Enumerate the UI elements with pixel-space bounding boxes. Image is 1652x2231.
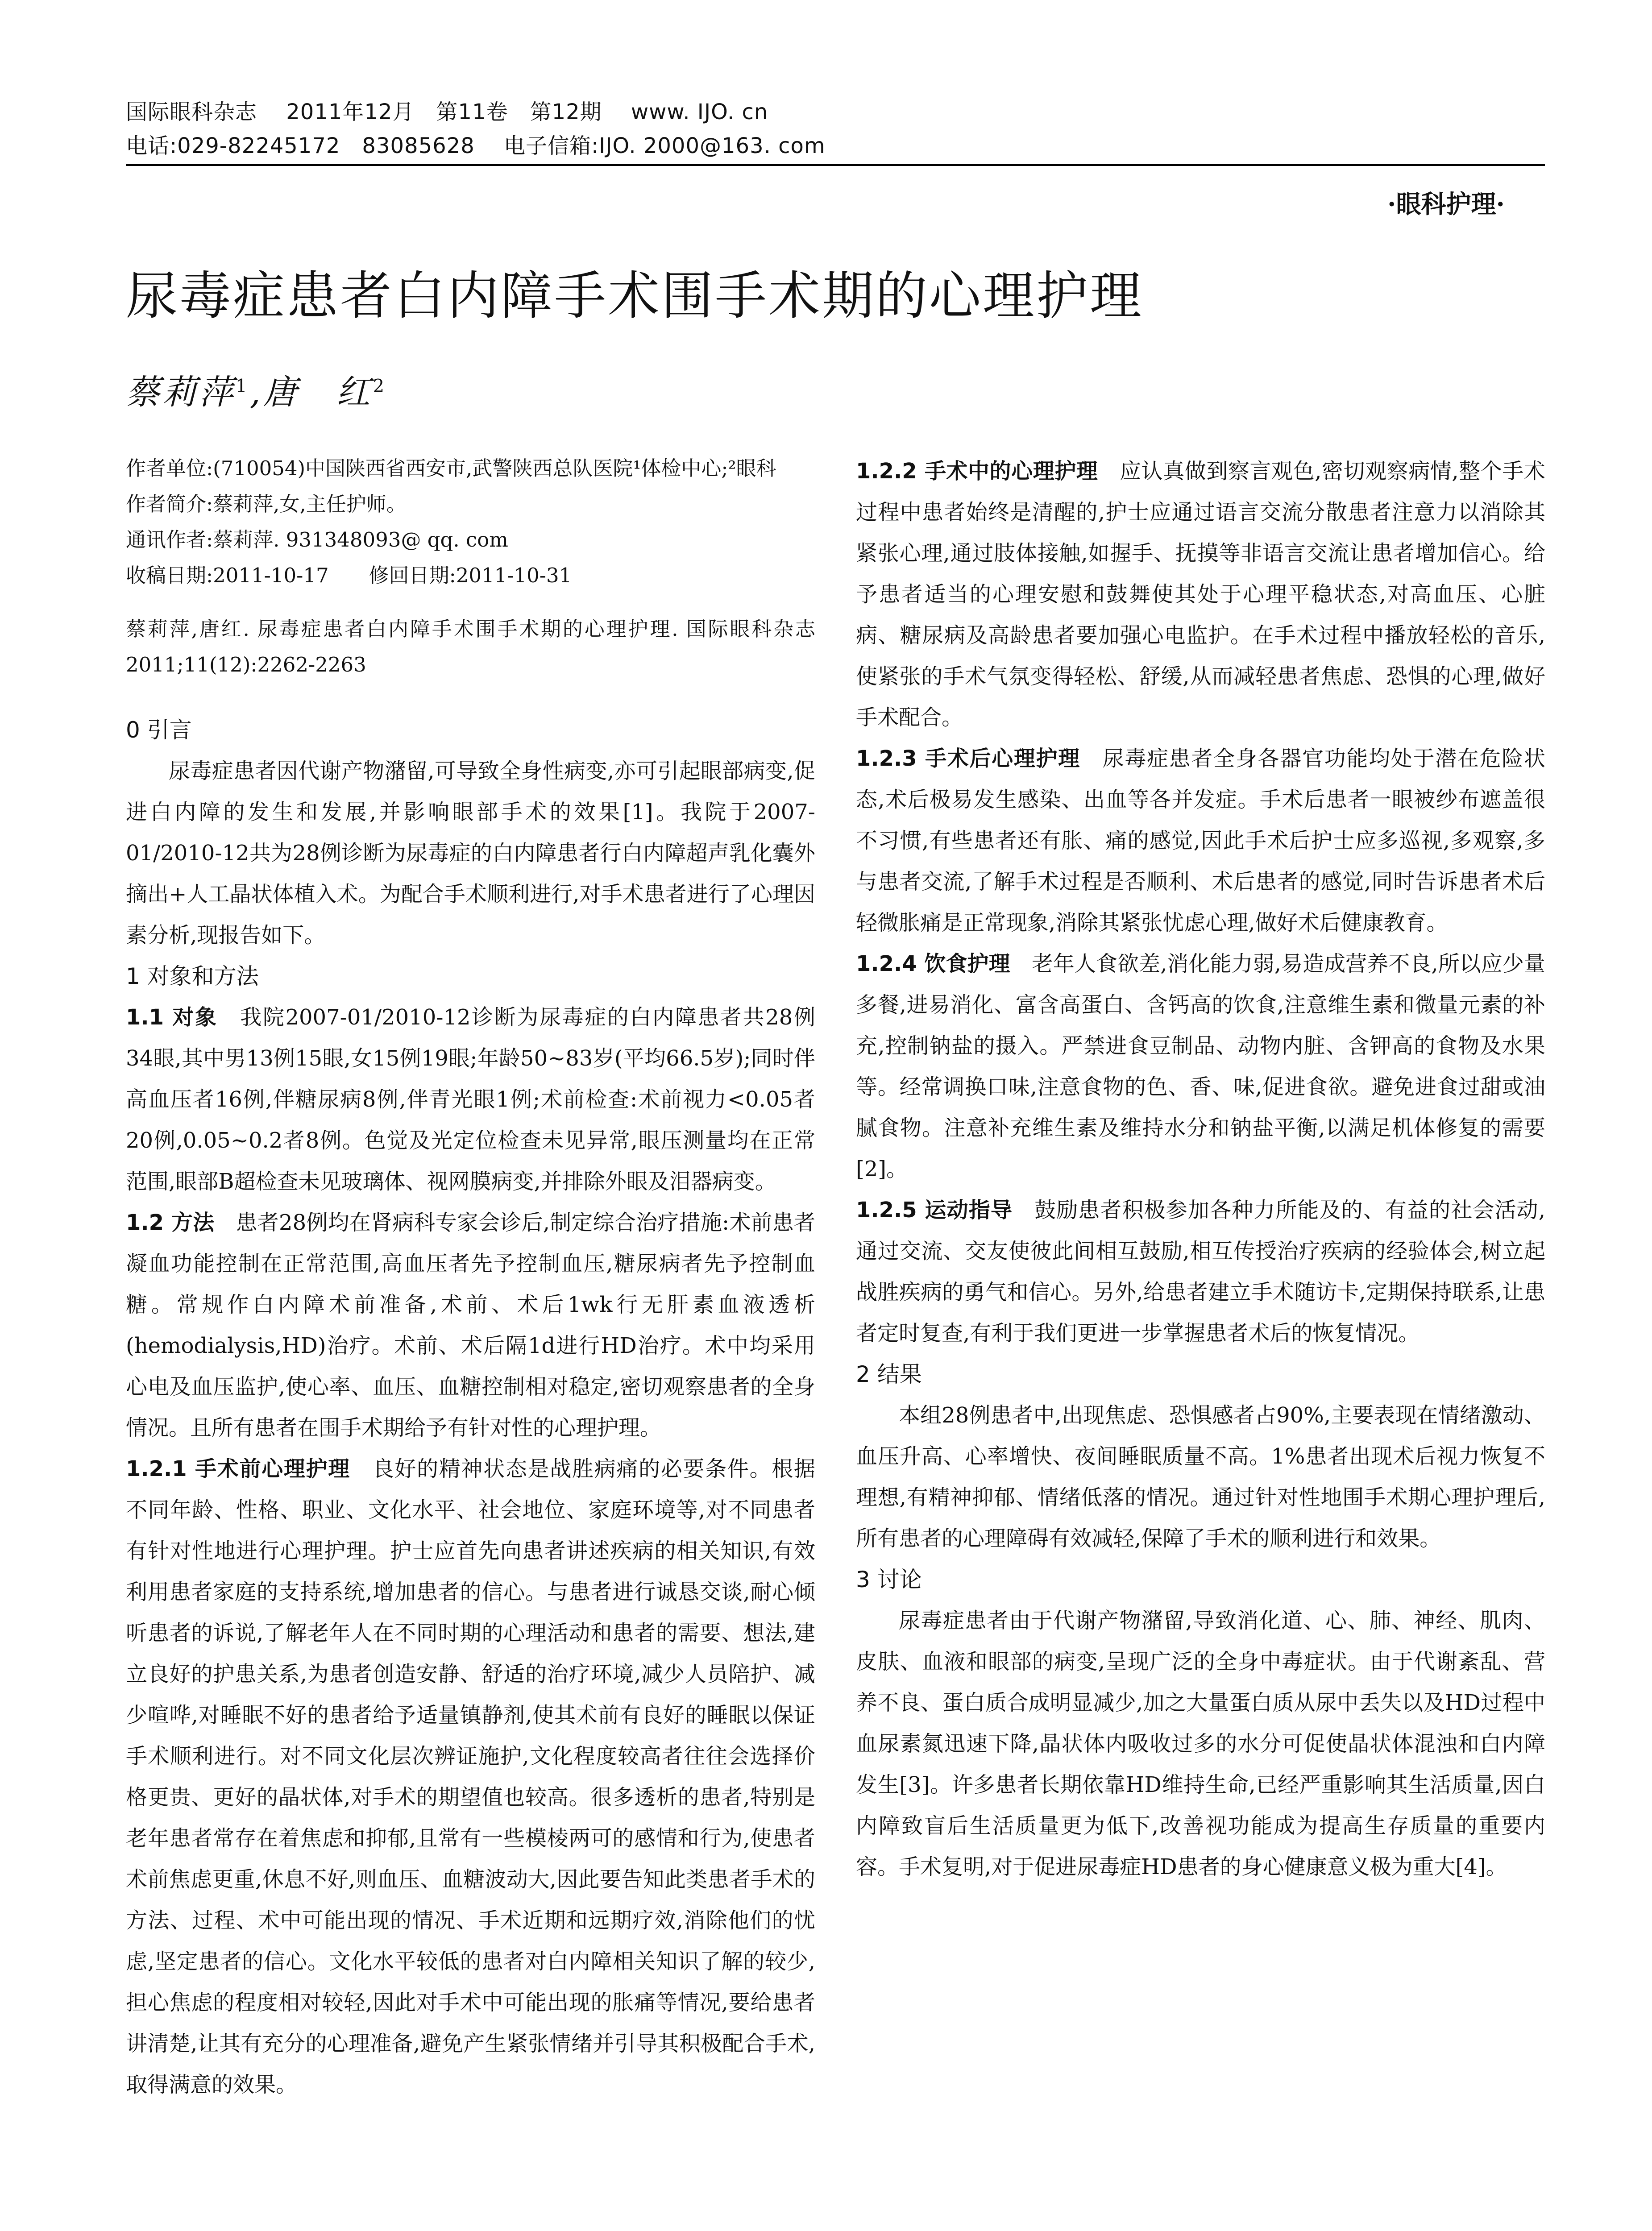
citation: 蔡莉萍,唐红. 尿毒症患者白内障手术围手术期的心理护理. 国际眼科杂志 2011;11(12):2262-2263 xyxy=(126,617,815,676)
paragraph-1-2-4: 1.2.4 饮食护理 老年人食欲差,消化能力弱,易造成营养不良,所以应少量多餐,进易消化、富含高蛋白、含钙高的饮食,注意维生素和微量元素的补充,控制钠盐的摄入。严禁进食豆制品、动物内脏、含钾高的食物及水果等。经常调换口味,注意食物的色、香、味,促进食欲。避免进食过甜或油腻食物。注意补充维生素及维持水分和钠盐平衡,以满足机体修复的需要[2]。 xyxy=(856,951,1545,1182)
author-2-affil: 2 xyxy=(373,376,387,397)
paragraph-1-2: 1.2 方法 患者28例均在肾病科专家会诊后,制定综合治疗措施:术前患者凝血功能控制在正常范围,高血压者先予控制血压,糖尿病者先予控制血糖。常规作白内障术前准备,术前、术后1wk行无肝素血液透析(hemodialysis,HD)治疗。术前、术后隔1d进行HD治疗。术中均采用心电及血压监护,使心率、血压、血糖控制相对稳定,密切观察患者的全身情况。且所有患者在围手术期给予有针对性的心理护理。 xyxy=(126,1210,815,1440)
author-1-affil: 1 xyxy=(236,376,250,397)
discussion-paragraph: 尿毒症患者由于代谢产物潴留,导致消化道、心、肺、神经、肌肉、皮肤、血液和眼部的病变,呈现广泛的全身中毒症状。由于代谢紊乱、营养不良、蛋白质合成明显减少,加之大量蛋白质从尿中丢失以及HD过程中血尿素氮迅速下降,晶状体内吸收过多的水分可促使晶状体混浊和白内障发生[3]。许多患者长期依靠HD维持生命,已经严重影响其生活质量,因白内障致盲后生活质量更为低下,改善视功能成为提高生存质量的重要内容。手术复明,对于促进尿毒症HD患者的身心健康意义极为重大[4]。 xyxy=(856,1608,1545,1879)
right-column xyxy=(856,451,1545,1887)
section-heading-3: 3 讨论 xyxy=(856,1567,922,1592)
header-rule xyxy=(126,164,1545,166)
paragraph-1-2-3: 1.2.3 手术后心理护理 尿毒症患者全身各器官功能均处于潜在危险状态,术后极易发生感染、出血等各并发症。手术后患者一眼被纱布遮盖很不习惯,有些患者还有胀、痛的感觉,因此手术后护士应多巡视,多观察,多与患者交流,了解手术过程是否顺利、术后患者的感觉,同时告诉患者术后轻微胀痛是正常现象,消除其紧张忧虑心理,做好术后健康教育。 xyxy=(856,746,1545,935)
subheading-1-2-5: 1.2.5 运动指导 xyxy=(856,1198,1013,1223)
paragraph-1-2-5: 1.2.5 运动指导 鼓励患者积极参加各种力所能及的、有益的社会活动,通过交流、交友使彼此间相互鼓励,相互传授治疗疾病的经验体会,树立起战胜疾病的勇气和信心。另外,给患者建立手术随访卡,定期保持联系,让患者定时复查,有利于我们更进一步掌握患者术后的恢复情况。 xyxy=(856,1198,1545,1346)
subheading-1-2-3: 1.2.3 手术后心理护理 xyxy=(856,746,1080,771)
subheading-1-2-2: 1.2.2 手术中的心理护理 xyxy=(856,459,1098,484)
left-column xyxy=(126,451,815,2105)
journal-contact: 电话:029-82245172 83085628 电子信箱:IJO. 2000@163. com xyxy=(126,133,826,158)
affiliation: 作者单位:(710054)中国陕西省西安市,武警陕西总队医院¹体检中心;²眼科 xyxy=(126,456,776,480)
paragraph-1-2-2: 1.2.2 手术中的心理护理 应认真做到察言观色,密切观察病情,整个手术过程中患者始终是清醒的,护士应通过语言交流分散患者注意力以消除其紧张心理,通过肢体接触,如握手、抚摸等非语言交流让患者增加信心。给予患者适当的心理安慰和鼓舞使其处于心理平稳状态,对高血压、心脏病、糖尿病及高龄患者要加强心电监护。在手术过程中播放轻松的音乐,使紧张的手术气氛变得轻松、舒缓,从而减轻患者焦虑、恐惧的心理,做好手术配合。 xyxy=(856,459,1545,730)
author-2: ,唐 红 xyxy=(249,372,373,412)
dates: 收稿日期:2011-10-17 修回日期:2011-10-31 xyxy=(126,564,572,587)
intro-paragraph: 尿毒症患者因代谢产物潴留,可导致全身性病变,亦可引起眼部病变,促进白内障的发生和发展,并影响眼部手术的效果[1]。我院于2007-01/2010-12共为28例诊断为尿毒症的白内障患者行白内障超声乳化囊外摘出+人工晶状体植入术。为配合手术顺利进行,对手术患者进行了心理因素分析,现报告如下。 xyxy=(126,759,815,948)
authors xyxy=(126,365,387,414)
section-heading-2: 2 结果 xyxy=(856,1361,922,1387)
section-heading-0: 0 引言 xyxy=(126,717,192,743)
section-heading-1: 1 对象和方法 xyxy=(126,963,259,989)
author-bio: 作者简介:蔡莉萍,女,主任护师。 xyxy=(126,492,407,516)
column-tag: ·眼科护理· xyxy=(1387,190,1505,219)
results-paragraph: 本组28例患者中,出现焦虑、恐惧感者占90%,主要表现在情绪激动、血压升高、心率增快、夜间睡眠质量不高。1%患者出现术后视力恢复不理想,有精神抑郁、情绪低落的情况。通过针对性地围手术期心理护理后,所有患者的心理障碍有效减轻,保障了手术的顺利进行和效果。 xyxy=(856,1403,1545,1551)
subheading-1-2-1: 1.2.1 手术前心理护理 xyxy=(126,1456,350,1481)
article-title: 尿毒症患者白内障手术围手术期的心理护理 xyxy=(126,266,1143,326)
corresponding-author: 通讯作者:蔡莉萍. 931348093@ qq. com xyxy=(126,528,508,552)
paragraph-1-1: 1.1 对象 我院2007-01/2010-12诊断为尿毒症的白内障患者共28例34眼,其中男13例15眼,女15例19眼;年龄50~83岁(平均66.5岁);同时伴高血压者16例,伴糖尿病8例,伴青光眼1例;术前检查:术前视力<0.05者20例,0.05~0.2者8例。色觉及光定位检查未见异常,眼压测量均在正常范围,眼部B超检查未见玻璃体、视网膜病变,并排除外眼及泪器病变。 xyxy=(126,1005,815,1194)
subheading-1-2-4: 1.2.4 饮食护理 xyxy=(856,951,1010,976)
journal-header: 国际眼科杂志 2011年12月 第11卷 第12期 www. IJO. cn xyxy=(126,100,768,124)
paragraph-1-2-1: 1.2.1 手术前心理护理 良好的精神状态是战胜病痛的必要条件。根据不同年龄、性格、职业、文化水平、社会地位、家庭环境等,对不同患者有针对性地进行心理护理。护士应首先向患者讲述疾病的相关知识,有效利用患者家庭的支持系统,增加患者的信心。与患者进行诚恳交谈,耐心倾听患者的诉说,了解老年人在不同时期的心理活动和患者的需要、想法,建立良好的护患关系,为患者创造安静、舒适的治疗环境,减少人员陪护、减少喧哗,对睡眠不好的患者给予适量镇静剂,使其术前有良好的睡眠以保证手术顺利进行。对不同文化层次辨证施护,文化程度较高者往往会选择价格更贵、更好的晶状体,对手术的期望值也较高。很多透析的患者,特别是老年患者常存在着焦虑和抑郁,且常有一些模棱两可的感情和行为,使患者术前焦虑更重,休息不好,则血压、血糖波动大,因此要告知此类患者手术的方法、过程、术中可能出现的情况、手术近期和远期疗效,消除他们的忧虑,坚定患者的信心。文化水平较低的患者对白内障相关知识了解的较少,担心焦虑的程度相对较轻,因此对手术中可能出现的胀痛等情况,要给患者讲清楚,让其有充分的心理准备,避免产生紧张情绪并引导其积极配合手术,取得满意的效果。 xyxy=(126,1456,815,2097)
subheading-1-1: 1.1 对象 xyxy=(126,1005,218,1030)
subheading-1-2: 1.2 方法 xyxy=(126,1210,215,1235)
author-1: 蔡莉萍 xyxy=(126,372,236,412)
